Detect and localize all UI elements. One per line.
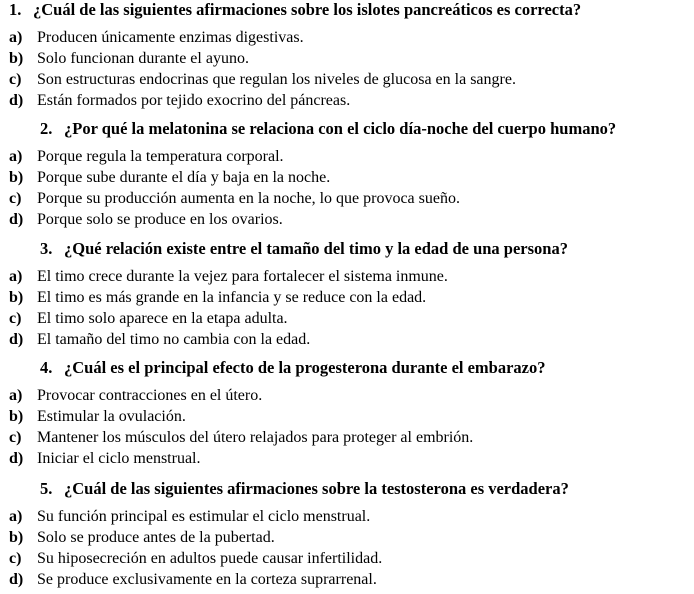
option-letter: a) bbox=[9, 268, 23, 285]
question-text: ¿Cuál de las siguientes afirmaciones sobre la testosterona es verdadera? bbox=[64, 479, 569, 498]
option-text: Porque su producción aumenta en la noche, lo que provoca sueño. bbox=[37, 190, 460, 207]
option-text: Porque solo se produce en los ovarios. bbox=[37, 211, 283, 228]
option-text: Porque sube durante el día y baja en la noche. bbox=[37, 169, 331, 186]
option-letter: d) bbox=[9, 92, 24, 109]
option-letter: c) bbox=[9, 71, 22, 88]
question-3-option-b bbox=[9, 288, 426, 308]
question-5-option-b bbox=[9, 528, 275, 548]
option-letter: c) bbox=[9, 429, 22, 446]
question-number: 2. bbox=[40, 119, 53, 138]
option-text: Porque regula la temperatura corporal. bbox=[37, 148, 284, 165]
option-text: Provocar contracciones en el útero. bbox=[37, 387, 263, 404]
option-text: El timo es más grande en la infancia y se reduce con la edad. bbox=[37, 289, 427, 306]
question-3-heading bbox=[40, 239, 568, 259]
option-letter: a) bbox=[9, 29, 23, 46]
question-text: ¿Por qué la melatonina se relaciona con el ciclo día-noche del cuerpo humano? bbox=[64, 119, 617, 138]
option-letter: b) bbox=[9, 169, 24, 186]
question-2-option-b bbox=[9, 168, 330, 188]
option-letter: a) bbox=[9, 148, 23, 165]
question-4-option-a bbox=[9, 386, 262, 406]
question-1-heading bbox=[9, 0, 581, 20]
option-letter: b) bbox=[9, 408, 24, 425]
question-5-option-a bbox=[9, 507, 370, 527]
option-text: Su hiposecreción en adultos puede causar infertilidad. bbox=[37, 550, 383, 567]
option-letter: b) bbox=[9, 529, 24, 546]
question-1-option-b bbox=[9, 49, 249, 69]
option-text: Están formados por tejido exocrino del páncreas. bbox=[37, 92, 351, 109]
option-letter: b) bbox=[9, 289, 24, 306]
option-letter: a) bbox=[9, 508, 23, 525]
option-text: Iniciar el ciclo menstrual. bbox=[37, 450, 201, 467]
option-text: Son estructuras endocrinas que regulan los niveles de glucosa en la sangre. bbox=[37, 71, 516, 88]
question-2-option-a bbox=[9, 147, 284, 167]
question-text: ¿Cuál es el principal efecto de la progesterona durante el embarazo? bbox=[64, 358, 546, 377]
option-text: Solo se produce antes de la pubertad. bbox=[37, 529, 275, 546]
option-text: El tamaño del timo no cambia con la edad. bbox=[37, 331, 311, 348]
question-4-heading bbox=[40, 358, 546, 378]
question-number: 1. bbox=[9, 0, 22, 19]
question-number: 3. bbox=[40, 239, 53, 258]
option-letter: b) bbox=[9, 50, 24, 67]
question-text: ¿Cuál de las siguientes afirmaciones sobre los islotes pancreáticos es correcta? bbox=[33, 0, 582, 19]
question-1-option-a bbox=[9, 28, 304, 48]
question-5-option-c bbox=[9, 549, 382, 569]
question-1-option-c bbox=[9, 70, 516, 90]
option-text: Su función principal es estimular el ciclo menstrual. bbox=[37, 508, 371, 525]
option-text: Solo funcionan durante el ayuno. bbox=[37, 50, 249, 67]
option-letter: d) bbox=[9, 450, 24, 467]
option-letter: c) bbox=[9, 550, 22, 567]
question-2-option-c bbox=[9, 189, 460, 209]
option-text: El timo crece durante la vejez para fortalecer el sistema inmune. bbox=[37, 268, 448, 285]
question-4-option-c bbox=[9, 428, 473, 448]
question-2-option-d bbox=[9, 210, 283, 230]
question-5-heading bbox=[40, 479, 569, 499]
question-2-heading bbox=[40, 119, 616, 139]
option-letter: a) bbox=[9, 387, 23, 404]
question-number: 5. bbox=[40, 479, 53, 498]
option-letter: d) bbox=[9, 571, 24, 588]
question-3-option-d bbox=[9, 330, 310, 350]
option-text: Mantener los músculos del útero relajados para proteger al embrión. bbox=[37, 429, 474, 446]
option-letter: c) bbox=[9, 310, 22, 327]
option-letter: d) bbox=[9, 211, 24, 228]
question-3-option-a bbox=[9, 267, 448, 287]
question-1-option-d bbox=[9, 91, 350, 111]
option-letter: d) bbox=[9, 331, 24, 348]
option-text: Estimular la ovulación. bbox=[37, 408, 186, 425]
question-number: 4. bbox=[40, 358, 53, 377]
option-text: El timo solo aparece en la etapa adulta. bbox=[37, 310, 288, 327]
option-text: Se produce exclusivamente en la corteza suprarrenal. bbox=[37, 571, 377, 588]
question-4-option-d bbox=[9, 449, 200, 469]
question-5-option-d bbox=[9, 570, 377, 590]
option-text: Producen únicamente enzimas digestivas. bbox=[37, 29, 304, 46]
question-4-option-b bbox=[9, 407, 186, 427]
question-text: ¿Qué relación existe entre el tamaño del timo y la edad de una persona? bbox=[64, 239, 568, 258]
option-letter: c) bbox=[9, 190, 22, 207]
question-3-option-c bbox=[9, 309, 288, 329]
